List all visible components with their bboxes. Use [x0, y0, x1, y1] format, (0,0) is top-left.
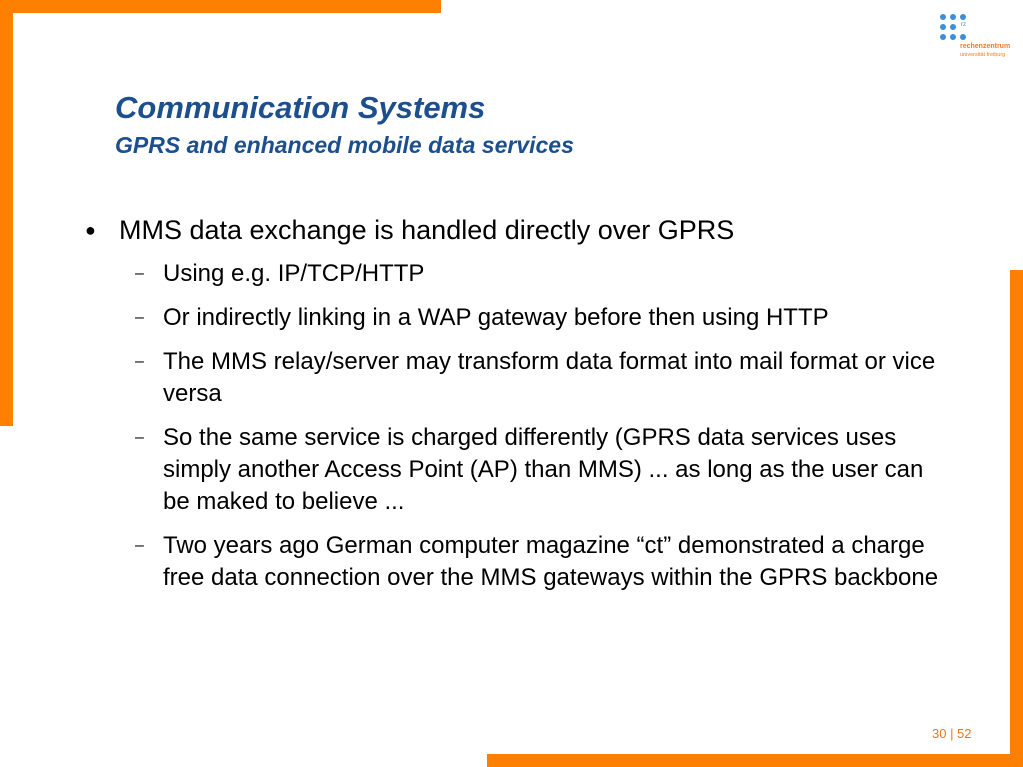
bullet-icon: ● — [85, 220, 96, 240]
accent-bar-top — [0, 0, 441, 13]
dash-icon: – — [135, 537, 144, 554]
university-logo — [938, 12, 1011, 62]
page-number: 30 | 52 — [932, 726, 972, 741]
slide-subtitle: GPRS and enhanced mobile data services — [115, 132, 574, 158]
sub-bullet-text: Or indirectly linking in a WAP gateway before then using HTTP — [163, 304, 829, 331]
main-bullet-text: MMS data exchange is handled directly over GPRS — [119, 215, 735, 245]
accent-bar-right — [1010, 270, 1023, 767]
sub-bullet-item — [130, 258, 953, 290]
sub-bullet-item — [130, 422, 953, 518]
sub-bullet-text: Two years ago German computer magazine “ct” demonstrated a charge free data connection over the MMS gateways within the GPRS backbone — [163, 532, 939, 591]
accent-bar-bottom — [487, 754, 1023, 767]
dash-icon: – — [135, 429, 144, 446]
dash-icon: – — [135, 309, 144, 326]
logo-mark: rz — [961, 22, 966, 28]
sub-bullet-item — [130, 302, 953, 334]
sub-bullet-item — [130, 530, 953, 594]
sub-bullet-text: Using e.g. IP/TCP/HTTP — [163, 260, 425, 287]
sub-bullet-item — [130, 346, 953, 410]
sub-bullet-text: So the same service is charged differently (GPRS data services uses simply another Access Point (AP) than MMS) ... as long as the user can be maked to believe ... — [163, 424, 924, 515]
dash-icon: – — [135, 265, 144, 282]
sub-bullet-list — [130, 258, 960, 606]
logo-text-line2: universität freiburg — [960, 52, 1006, 58]
logo-text-line1: rechenzentrum — [960, 43, 1011, 50]
slide-title: Communication Systems — [115, 90, 486, 125]
accent-bar-left — [0, 0, 13, 426]
sub-bullet-text: The MMS relay/server may transform data format into mail format or vice versa — [163, 348, 936, 407]
dash-icon: – — [135, 353, 144, 370]
